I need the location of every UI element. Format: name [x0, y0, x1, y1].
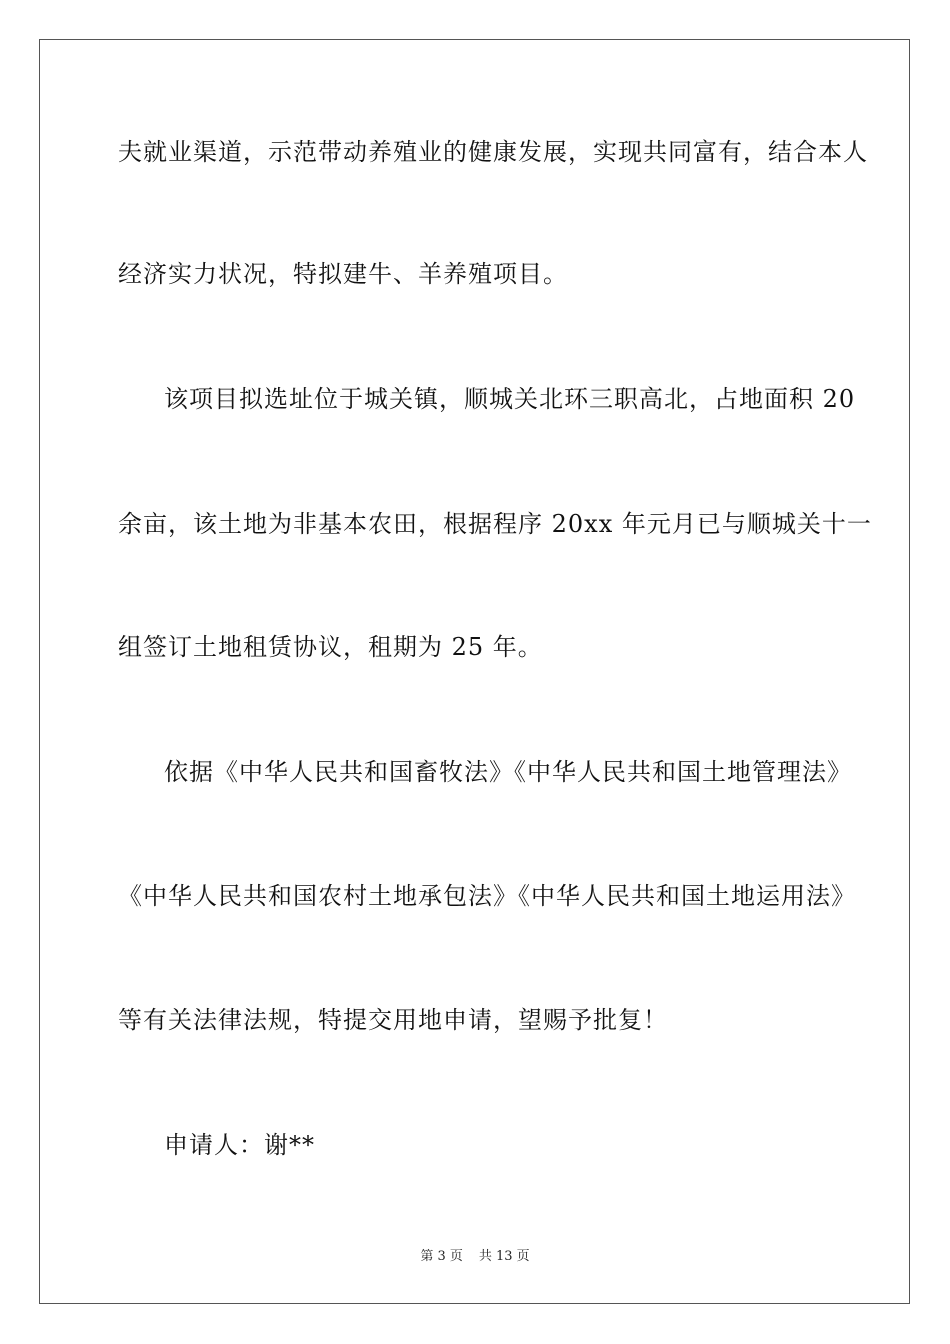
body-line-3: 该项目拟选址位于城关镇，顺城关北环三职高北，占地面积 20	[164, 385, 856, 413]
page-footer	[0, 1248, 950, 1266]
body-line-7: 《中华人民共和国农村土地承包法》《中华人民共和国土地运用法》	[118, 882, 856, 910]
body-line-1: 夫就业渠道，示范带动养殖业的健康发展，实现共同富有，结合本人	[118, 138, 868, 166]
body-line-4: 余亩，该土地为非基本农田，根据程序 20xx 年元月已与顺城关十一	[118, 510, 872, 538]
body-line-2: 经济实力状况，特拟建牛、羊养殖项目。	[118, 260, 568, 288]
page-number: 第 3 页	[420, 1249, 463, 1264]
body-line-5: 组签订土地租赁协议，租期为 25 年。	[118, 633, 543, 661]
page-total: 共 13 页	[478, 1249, 530, 1264]
page-border	[39, 39, 910, 1304]
body-line-6: 依据《中华人民共和国畜牧法》《中华人民共和国土地管理法》	[164, 758, 852, 786]
body-line-8: 等有关法律法规，特提交用地申请，望赐予批复！	[118, 1006, 668, 1034]
applicant-signature-line: 申请人：谢**	[164, 1131, 315, 1159]
